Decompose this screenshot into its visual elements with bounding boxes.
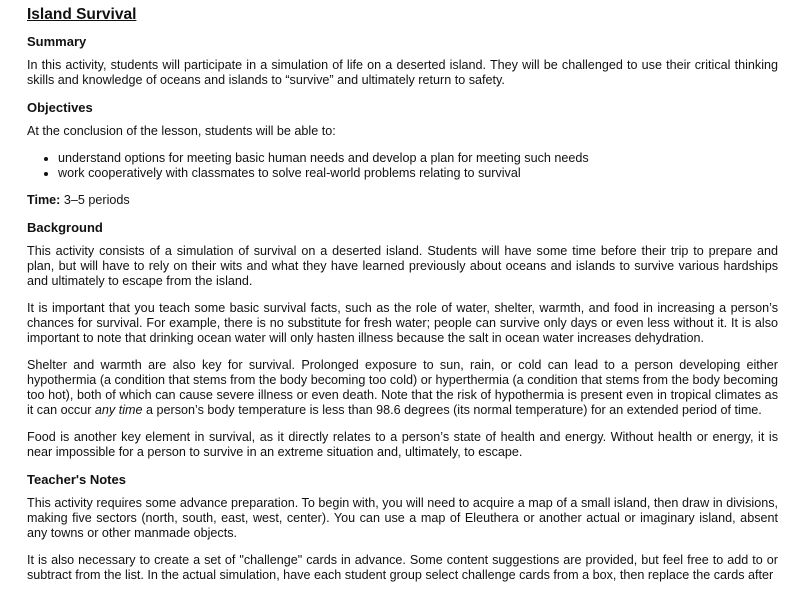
objectives-intro: At the conclusion of the lesson, students will be able to: xyxy=(27,124,336,138)
p3-text-before: Shelter and warmth are also key for survival. Prolonged exposure to sun, rain, or cold can lead to a person developing either hypothermia (a condition that stems from the body becoming too cold) or hyperthermia (a condition that stems from the body becoming too hot), both of which can cause severe illness or even death. Note that the risk of hypothermia is present even in tropical climates as it can occur xyxy=(27,358,778,417)
background-paragraph-3 xyxy=(27,358,778,418)
objective-item: • work cooperatively with classmates to solve real-world problems relating to survival xyxy=(58,166,778,181)
teachers-notes-paragraph-2: It is also necessary to create a set of "challenge" cards in advance. Some content suggestions are provided, but feel free to add to or subtract from the list. In the actual simulation, have each student group select challenge cards from a box, then replace the cards after xyxy=(27,553,778,582)
objective-item: • understand options for meeting basic human needs and develop a plan for meeting such needs xyxy=(58,151,778,166)
p3-emphasis: any time xyxy=(94,403,143,417)
teachers-notes-heading: Teacher's Notes xyxy=(27,472,126,487)
objectives-list xyxy=(27,151,778,181)
background-paragraph-1: This activity consists of a simulation of survival on a deserted island. Students will have some time before their trip to prepare and plan, but will have to rely on their wits and what they have learned previously about oceans and islands to survive various hardships and ultimately to escape from the island. xyxy=(27,244,778,288)
summary-paragraph: In this activity, students will participate in a simulation of life on a deserted island. They will be challenged to use their critical thinking skills and knowledge of oceans and islands to “survive” and ultimately return to safety. xyxy=(27,58,778,87)
time-value: 3–5 periods xyxy=(60,193,130,207)
p3-text-after: a person’s body temperature is less than 98.6 degrees (its normal temperature) for an extended period of time. xyxy=(142,403,762,417)
time-line xyxy=(27,193,778,208)
background-paragraph-2: It is important that you teach some basic survival facts, such as the role of water, shelter, warmth, and food in increasing a person’s chances for survival. For example, there is no substitute for fresh water; people can survive only days or even less without it. It is also important to note that drinking ocean water will only hasten illness because the salt in ocean water increases dehydration. xyxy=(27,301,778,345)
background-paragraph-4: Food is another key element in survival, as it directly relates to a person’s state of health and energy. Without health or energy, it is near impossible for a person to survive in an extreme situation and, ultimately, to escape. xyxy=(27,430,778,459)
time-label: Time: xyxy=(27,193,61,207)
page-title: Island Survival xyxy=(27,6,137,23)
objectives-heading: Objectives xyxy=(27,100,93,115)
summary-heading: Summary xyxy=(27,34,87,49)
background-heading: Background xyxy=(27,220,103,235)
teachers-notes-paragraph-1: This activity requires some advance preparation. To begin with, you will need to acquire a map of a small island, then draw in divisions, making five sectors (north, south, east, west, center). You can use a map of Eleuthera or another actual or imaginary island, absent any towns or other manmade objects. xyxy=(27,496,778,540)
